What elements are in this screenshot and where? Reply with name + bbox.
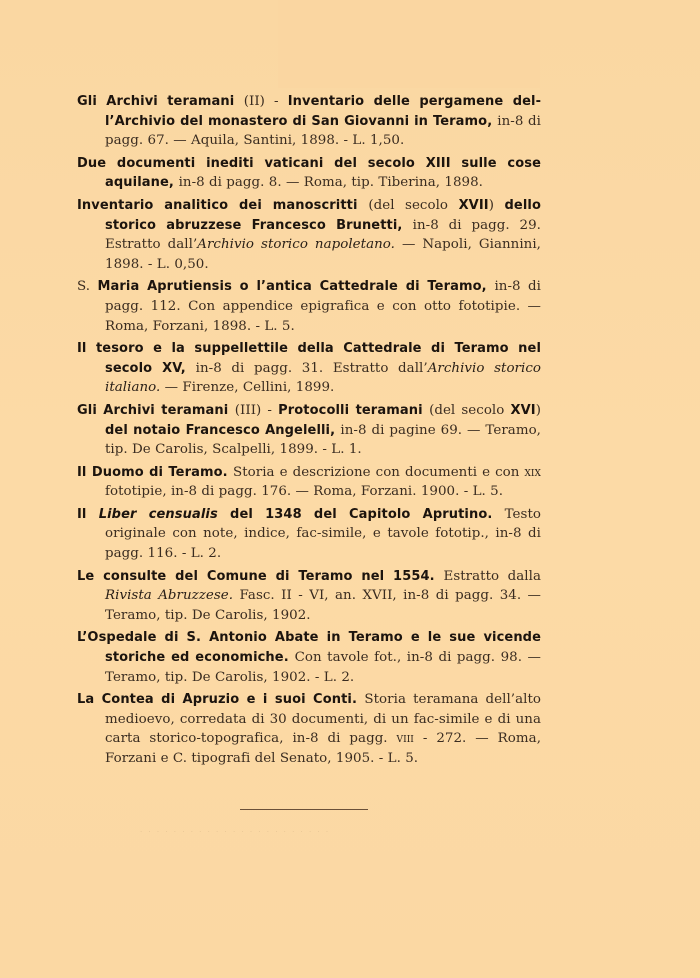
bibliography-list	[77, 92, 541, 772]
entry-title-text: Le consulte del Comune di Teramo nel 1554.	[77, 568, 444, 584]
entry-text: — Napoli, Giannini, 1898. - L. 0,50.	[105, 237, 541, 272]
entry-text: S.	[77, 279, 98, 295]
entry-title-text: Due documenti inediti vaticani del secolo XIII sulle cose aquilane,	[77, 155, 541, 191]
entry-text: viii	[396, 731, 414, 747]
bibliography-entry	[77, 154, 541, 193]
entry-text: Testo originale con note, indice, fac-simile, e tavole fototip., in-8 di pagg. 116. - L. 2.	[105, 506, 541, 562]
bibliography-entry	[77, 339, 541, 398]
section-divider-rule	[240, 809, 368, 810]
entry-text: )	[535, 402, 542, 418]
entry-title-text: Il Duomo di Teramo.	[77, 464, 233, 480]
entry-text: Estratto dalla	[443, 568, 541, 584]
bibliography-entry	[77, 401, 541, 460]
entry-text: in-8 di pagg. 29. Estratto dall’	[105, 217, 541, 253]
entry-text: Storia teramana dell’alto medioevo, corredata di 30 documenti, di un fac-simile e di una carta storico-topografica, in-8 di pagg.	[105, 692, 541, 747]
entry-title-text: Gli Archivi teramani	[77, 402, 235, 418]
entry-title-text: Il tesoro e la suppellettile della Cattedrale di Teramo nel secolo XV,	[77, 341, 541, 376]
entry-text: Storia e descrizione con documenti e con	[233, 464, 525, 480]
entry-text: (III) -	[234, 402, 279, 418]
bleed-through-mark	[278, 0, 540, 88]
entry-text: in-8 di pagine 69. — Teramo, tip. De Carolis, Scalpelli, 1899. - L. 1.	[105, 422, 541, 458]
entry-title-text: XVII	[458, 197, 489, 213]
bibliography-entry	[77, 277, 541, 336]
entry-text: fototipie, in-8 di pagg. 176. — Roma, Forzani. 1900. - L. 5.	[105, 484, 504, 500]
entry-title-text: dello storico abruzzese Francesco Brunetti,	[105, 197, 541, 233]
bibliography-entry	[77, 196, 541, 274]
entry-text: (del secolo	[368, 197, 459, 213]
entry-title-text: Protocolli teramani	[278, 402, 430, 418]
entry-italic-text: Rivista Abruzzese.	[105, 588, 234, 604]
entry-text: in-8 di pagg. 31. Estratto dall’	[195, 360, 428, 376]
bibliography-entry	[77, 628, 541, 687]
entry-title-text: Il	[77, 506, 99, 522]
entry-title-text: Inventario delle pergamene dell’Archivio del monastero di San Giovanni in Teramo,	[105, 94, 542, 129]
entry-text: )	[488, 197, 505, 213]
entry-text: - 272. — Roma, Forzani e C. tipografi del Senato, 1905. - L. 5.	[105, 731, 541, 766]
bibliography-entry	[77, 92, 541, 151]
entry-title-text: XVI	[510, 402, 536, 418]
entry-text: Fasc. II - VI, an. XVII, in-8 di pagg. 34. — Teramo, tip. De Carolis, 1902.	[105, 588, 542, 623]
entry-text: in-8 di pagg. 112. Con appendice epigrafica e con otto fototipie. — Roma, Forzani, 1898. - L. 5.	[105, 279, 541, 334]
entry-text: (del secolo	[429, 402, 511, 418]
entry-title-text: Liber censualis	[98, 506, 218, 522]
entry-title-text: L’Ospedale di S. Antonio Abate in Teramo e le sue vicende storiche ed economiche.	[77, 630, 541, 666]
bibliography-entry	[77, 567, 541, 626]
entry-text: in-8 di pagg. 8. — Roma, tip. Tiberina, 1898.	[178, 175, 483, 191]
entry-title-text: Gli Archivi teramani	[77, 94, 244, 109]
bleed-through-text: · · · · · · · · · · · · · · · · · · · · · · ·	[140, 828, 331, 836]
entry-text: xix	[524, 464, 541, 480]
entry-title-text: Inventario analitico dei manoscritti	[77, 197, 369, 213]
entry-title-text: del notaio Francesco Angelelli,	[105, 422, 341, 438]
entry-text: Con tavole fot., in-8 di pagg. 98. — Teramo, tip. De Carolis, 1902. - L. 2.	[105, 650, 541, 685]
entry-italic-text: Archivio storico napoletano.	[197, 237, 395, 253]
entry-text: (II) -	[243, 94, 288, 109]
entry-title-text: La Contea di Apruzio e i suoi Conti.	[77, 692, 365, 708]
entry-text: in-8 di pagg. 67. — Aquila, Santini, 1898. - L. 1,50.	[105, 113, 541, 149]
entry-title-text: del 1348 del Capitolo Aprutino.	[217, 506, 505, 522]
bibliography-entry	[77, 463, 541, 502]
entry-italic-text: Archivio storico italiano.	[105, 360, 541, 396]
bibliography-entry	[77, 505, 541, 564]
bibliography-entry	[77, 690, 541, 768]
entry-text: — Firenze, Cellini, 1899.	[160, 380, 335, 396]
entry-title-text: Maria Aprutiensis o l’antica Cattedrale di Teramo,	[97, 279, 495, 295]
